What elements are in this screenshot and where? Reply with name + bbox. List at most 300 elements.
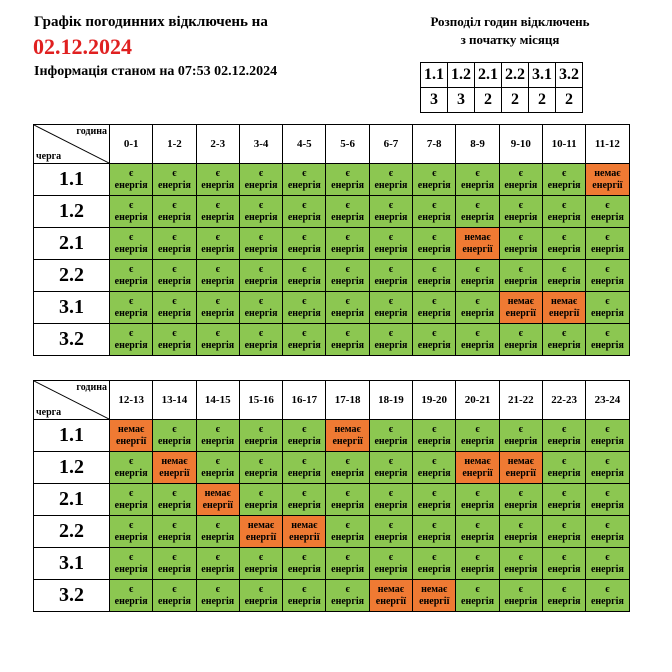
cell-status-line2: енергія (157, 243, 191, 255)
cell-status-line2: енергія (504, 243, 538, 255)
cell-status-line2: енергія (157, 435, 191, 447)
cell-status-line1: є (605, 327, 610, 339)
power-on-cell (456, 260, 499, 292)
cell-status-line2: енергія (331, 595, 365, 607)
cell-status-line2: енергія (331, 339, 365, 351)
cell-status-line2: енергія (590, 275, 624, 287)
queue-name: 1.2 (34, 452, 110, 484)
cell-status-line2: енергія (244, 307, 278, 319)
distribution-queue: 3.1 (529, 63, 556, 88)
cell-status-line1: є (561, 263, 567, 275)
power-off-cell (196, 484, 239, 516)
cell-status-line2: енергії (419, 595, 450, 607)
power-on-cell (413, 260, 456, 292)
cell-status-line2: енергія (201, 275, 235, 287)
cell-status-line2: енергія (417, 467, 451, 479)
power-on-cell (239, 228, 282, 260)
cell-status-line1: є (258, 551, 264, 563)
cell-status-line1: є (215, 295, 220, 307)
cell-status-line1: є (432, 327, 437, 339)
distribution-queue: 3.2 (556, 63, 583, 88)
distribution-table (420, 62, 583, 113)
cell-status-line2: енергія (287, 563, 321, 575)
cell-status-line2: енергія (287, 339, 321, 351)
hour-label: година (76, 382, 107, 393)
cell-status-line2: енергії (548, 307, 580, 319)
hour-header: 15-16 (239, 381, 282, 420)
power-on-cell (542, 164, 585, 196)
cell-status-line2: енергія (157, 179, 191, 191)
cell-status-line2: енергія (461, 179, 494, 191)
queue-label: черга (36, 407, 62, 418)
cell-status-line2: енергія (461, 307, 494, 319)
cell-status-line1: є (172, 519, 177, 531)
cell-status-line2: енергія (374, 243, 408, 255)
power-on-cell (196, 548, 239, 580)
queue-name: 2.1 (34, 228, 110, 260)
cell-status-line1: немає (464, 455, 491, 467)
cell-status-line1: є (561, 199, 567, 211)
cell-status-line1: є (258, 487, 264, 499)
cell-status-line2: енергія (331, 275, 365, 287)
power-on-cell (499, 324, 542, 356)
queue-row (34, 452, 630, 484)
power-on-cell (499, 516, 542, 548)
cell-status-line2: енергія (114, 339, 148, 351)
cell-status-line1: є (388, 167, 394, 179)
power-on-cell (542, 420, 585, 452)
power-on-cell (369, 516, 412, 548)
cell-status-line2: енергія (201, 243, 235, 255)
cell-status-line1: є (475, 167, 480, 179)
power-on-cell (110, 164, 153, 196)
cell-status-line2: енергія (331, 211, 365, 223)
cell-status-line1: немає (291, 519, 318, 531)
cell-status-line1: є (475, 199, 480, 211)
power-on-cell (326, 484, 369, 516)
cell-status-line1: є (561, 455, 567, 467)
queue-row (34, 196, 630, 228)
power-on-cell (542, 484, 585, 516)
cell-status-line1: немає (464, 231, 491, 243)
cell-status-line1: є (432, 487, 437, 499)
cell-status-line2: енергія (114, 243, 148, 255)
cell-status-line1: є (302, 583, 307, 595)
cell-status-line1: є (302, 231, 307, 243)
cell-status-line1: є (258, 423, 264, 435)
power-on-cell (153, 324, 196, 356)
hour-header: 5-6 (326, 125, 369, 164)
power-on-cell (153, 196, 196, 228)
queue-row (34, 292, 630, 324)
power-on-cell (586, 196, 629, 228)
hour-header: 12-13 (110, 381, 153, 420)
power-on-cell (110, 196, 153, 228)
cell-status-line1: є (388, 231, 394, 243)
cell-status-line2: енергії (462, 467, 493, 479)
cell-status-line1: є (215, 263, 220, 275)
cell-status-line1: є (128, 487, 134, 499)
cell-status-line2: енергія (461, 563, 494, 575)
power-on-cell (239, 164, 282, 196)
info-timestamp: Інформація станом на 07:53 02.12.2024 (34, 64, 278, 79)
cell-status-line1: є (345, 167, 350, 179)
power-on-cell (586, 516, 629, 548)
cell-status-line2: енергія (201, 211, 235, 223)
cell-status-line1: є (518, 199, 523, 211)
cell-status-line1: є (345, 263, 350, 275)
cell-status-line1: є (215, 455, 220, 467)
power-on-cell (499, 228, 542, 260)
cell-status-line2: енергія (590, 307, 624, 319)
power-on-cell (542, 324, 585, 356)
power-on-cell (586, 228, 629, 260)
cell-status-line2: енергія (157, 339, 191, 351)
power-on-cell (153, 260, 196, 292)
cell-status-line2: енергія (244, 563, 278, 575)
cell-status-line1: є (258, 199, 264, 211)
power-on-cell (499, 164, 542, 196)
cell-status-line2: енергія (244, 467, 278, 479)
cell-status-line1: є (605, 295, 610, 307)
power-on-cell (196, 292, 239, 324)
cell-status-line1: є (128, 583, 134, 595)
cell-status-line1: немає (377, 583, 405, 595)
distribution-hours: 3 (448, 88, 475, 113)
power-on-cell (542, 228, 585, 260)
queue-row (34, 260, 630, 292)
cell-status-line1: є (388, 199, 394, 211)
cell-status-line1: є (561, 487, 567, 499)
power-on-cell (153, 516, 196, 548)
power-on-cell (499, 196, 542, 228)
hour-header: 2-3 (196, 125, 239, 164)
cell-status-line2: енергія (157, 595, 191, 607)
cell-status-line1: немає (118, 423, 145, 435)
cell-status-line1: є (432, 295, 437, 307)
cell-status-line2: енергія (201, 179, 235, 191)
cell-status-line1: є (518, 167, 523, 179)
cell-status-line2: енергія (331, 307, 365, 319)
cell-status-line2: енергія (417, 563, 451, 575)
cell-status-line1: є (388, 487, 394, 499)
cell-status-line2: енергія (417, 179, 451, 191)
power-on-cell (369, 452, 412, 484)
power-off-cell (542, 292, 585, 324)
power-off-cell (369, 580, 412, 612)
schedule-title: Графік погодинних відключень на (34, 14, 268, 30)
cell-status-line1: є (345, 295, 350, 307)
power-on-cell (413, 420, 456, 452)
cell-status-line2: енергія (547, 275, 581, 287)
cell-status-line2: енергія (331, 179, 365, 191)
power-on-cell (283, 164, 326, 196)
hour-header: 7-8 (413, 125, 456, 164)
cell-status-line1: є (302, 295, 307, 307)
power-on-cell (196, 420, 239, 452)
cell-status-line1: є (215, 423, 220, 435)
hour-header: 14-15 (196, 381, 239, 420)
hour-header: 18-19 (369, 381, 412, 420)
cell-status-line1: немає (334, 423, 361, 435)
queue-name: 2.2 (34, 260, 110, 292)
cell-status-line1: є (172, 487, 177, 499)
power-on-cell (239, 292, 282, 324)
cell-status-line1: є (345, 519, 350, 531)
cell-status-line2: енергії (375, 595, 407, 607)
cell-status-line2: енергія (331, 467, 365, 479)
cell-status-line2: енергія (547, 339, 581, 351)
power-off-cell (413, 580, 456, 612)
cell-status-line1: є (302, 199, 307, 211)
cell-status-line1: є (388, 423, 394, 435)
cell-status-line2: енергія (157, 307, 191, 319)
queue-row (34, 164, 630, 196)
cell-status-line2: енергія (590, 467, 624, 479)
power-on-cell (369, 196, 412, 228)
power-on-cell (110, 580, 153, 612)
cell-status-line2: енергії (462, 243, 493, 255)
cell-status-line1: є (432, 519, 437, 531)
power-on-cell (153, 548, 196, 580)
hour-header: 8-9 (456, 125, 499, 164)
hour-header: 1-2 (153, 125, 196, 164)
cell-status-line1: є (302, 327, 307, 339)
cell-status-line2: енергії (505, 307, 536, 319)
cell-status-line2: енергія (504, 275, 538, 287)
power-on-cell (283, 228, 326, 260)
power-on-cell (456, 516, 499, 548)
cell-status-line2: енергія (504, 435, 538, 447)
cell-status-line2: енергії (592, 179, 623, 191)
cell-status-line1: немає (594, 167, 621, 179)
power-on-cell (326, 292, 369, 324)
queue-row (34, 580, 630, 612)
power-on-cell (110, 452, 153, 484)
cell-status-line2: енергія (287, 499, 321, 511)
power-on-cell (283, 324, 326, 356)
power-on-cell (456, 420, 499, 452)
cell-status-line1: є (518, 327, 523, 339)
power-on-cell (456, 580, 499, 612)
cell-status-line1: є (388, 295, 394, 307)
cell-status-line1: є (432, 551, 437, 563)
cell-status-line2: енергія (504, 595, 538, 607)
cell-status-line1: немає (507, 455, 534, 467)
hour-header: 13-14 (153, 381, 196, 420)
power-on-cell (456, 548, 499, 580)
cell-status-line2: енергії (202, 499, 233, 511)
cell-status-line2: енергія (157, 211, 191, 223)
cell-status-line2: енергія (287, 307, 321, 319)
distribution-title-line1: Розподіл годин відключень (430, 14, 590, 29)
cell-status-line2: енергія (114, 499, 148, 511)
power-on-cell (542, 548, 585, 580)
cell-status-line2: енергія (504, 339, 538, 351)
hour-header: 17-18 (326, 381, 369, 420)
power-on-cell (542, 452, 585, 484)
cell-status-line2: енергія (201, 595, 235, 607)
cell-status-line2: енергія (374, 499, 408, 511)
cell-status-line2: енергія (547, 435, 581, 447)
cell-status-line1: є (215, 199, 220, 211)
queue-row (34, 420, 630, 452)
cell-status-line1: є (302, 263, 307, 275)
cell-status-line1: є (345, 231, 350, 243)
power-on-cell (586, 324, 629, 356)
schedule-date: 02.12.2024 (33, 34, 132, 59)
cell-status-line2: енергія (417, 499, 451, 511)
cell-status-line1: є (258, 167, 264, 179)
cell-status-line1: немає (550, 295, 578, 307)
cell-status-line2: енергія (590, 499, 624, 511)
power-on-cell (586, 484, 629, 516)
cell-status-line1: є (605, 199, 610, 211)
cell-status-line2: енергія (331, 243, 365, 255)
power-on-cell (326, 260, 369, 292)
cell-status-line2: енергія (157, 275, 191, 287)
cell-status-line2: енергія (590, 211, 624, 223)
cell-status-line2: енергія (331, 563, 365, 575)
hour-header: 3-4 (239, 125, 282, 164)
cell-status-line2: енергії (159, 467, 190, 479)
cell-status-line1: є (172, 167, 177, 179)
distribution-queue: 2.1 (475, 63, 502, 88)
cell-status-line2: енергія (201, 307, 235, 319)
cell-status-line1: є (258, 583, 264, 595)
cell-status-line1: є (172, 263, 177, 275)
cell-status-line2: енергія (504, 179, 538, 191)
cell-status-line2: енергія (114, 467, 148, 479)
queue-row (34, 228, 630, 260)
power-off-cell (456, 452, 499, 484)
cell-status-line1: є (172, 231, 177, 243)
power-on-cell (196, 516, 239, 548)
power-on-cell (542, 196, 585, 228)
power-on-cell (542, 260, 585, 292)
hour-header-row (34, 381, 630, 420)
hour-header: 23-24 (586, 381, 629, 420)
distribution-queue-row (421, 63, 583, 88)
cell-status-line1: є (432, 423, 437, 435)
cell-status-line1: є (302, 487, 307, 499)
cell-status-line2: енергія (114, 307, 148, 319)
cell-status-line2: енергія (331, 531, 365, 543)
cell-status-line1: є (518, 551, 523, 563)
cell-status-line2: енергії (505, 467, 536, 479)
cell-status-line1: є (518, 519, 523, 531)
cell-status-line2: енергії (245, 531, 277, 543)
cell-status-line2: енергія (374, 563, 408, 575)
cell-status-line1: є (258, 263, 264, 275)
power-on-cell (239, 324, 282, 356)
power-on-cell (283, 452, 326, 484)
distribution-title (410, 13, 610, 49)
power-on-cell (326, 196, 369, 228)
cell-status-line1: є (518, 263, 523, 275)
power-on-cell (499, 420, 542, 452)
cell-status-line1: є (215, 519, 220, 531)
power-on-cell (413, 196, 456, 228)
power-on-cell (369, 484, 412, 516)
power-on-cell (369, 260, 412, 292)
cell-status-line1: немає (421, 583, 448, 595)
power-on-cell (283, 292, 326, 324)
power-on-cell (413, 548, 456, 580)
power-on-cell (326, 228, 369, 260)
cell-status-line2: енергія (590, 531, 624, 543)
cell-status-line2: енергія (504, 499, 538, 511)
cell-status-line2: енергія (114, 179, 148, 191)
cell-status-line1: є (128, 519, 134, 531)
cell-status-line1: є (128, 167, 134, 179)
power-on-cell (196, 324, 239, 356)
cell-status-line1: є (172, 551, 177, 563)
power-on-cell (110, 228, 153, 260)
power-on-cell (239, 420, 282, 452)
power-on-cell (586, 292, 629, 324)
queue-label: черга (36, 151, 62, 162)
cell-status-line2: енергія (461, 211, 494, 223)
power-on-cell (283, 580, 326, 612)
cell-status-line1: є (388, 455, 394, 467)
power-on-cell (369, 164, 412, 196)
cell-status-line1: є (345, 551, 350, 563)
schedule-table-afternoon (33, 380, 630, 612)
cell-status-line1: є (302, 551, 307, 563)
power-on-cell (456, 164, 499, 196)
cell-status-line2: енергії (115, 435, 147, 447)
cell-status-line1: є (432, 167, 437, 179)
power-on-cell (196, 260, 239, 292)
hour-header: 4-5 (283, 125, 326, 164)
power-on-cell (153, 484, 196, 516)
cell-status-line1: є (605, 519, 610, 531)
cell-status-line1: є (432, 199, 437, 211)
cell-status-line2: енергія (504, 211, 538, 223)
power-on-cell (456, 196, 499, 228)
queue-name: 3.2 (34, 580, 110, 612)
queue-row (34, 484, 630, 516)
power-on-cell (153, 292, 196, 324)
power-on-cell (196, 452, 239, 484)
cell-status-line1: є (475, 583, 480, 595)
cell-status-line2: енергія (287, 211, 321, 223)
distribution-title-line2: з початку місяця (460, 32, 560, 47)
schedule-table-morning (33, 124, 630, 356)
cell-status-line1: є (561, 551, 567, 563)
cell-status-line1: є (561, 327, 567, 339)
cell-status-line2: енергія (590, 339, 624, 351)
hour-header: 10-11 (542, 125, 585, 164)
cell-status-line1: є (345, 199, 350, 211)
cell-status-line1: є (215, 583, 220, 595)
cell-status-line2: енергія (374, 275, 408, 287)
cell-status-line1: є (258, 327, 264, 339)
cell-status-line1: є (475, 423, 480, 435)
cell-status-line2: енергія (114, 211, 148, 223)
cell-status-line2: енергія (287, 467, 321, 479)
power-on-cell (369, 292, 412, 324)
hour-header: 11-12 (586, 125, 629, 164)
cell-status-line1: є (172, 327, 177, 339)
hour-header: 16-17 (283, 381, 326, 420)
cell-status-line2: енергія (417, 243, 451, 255)
cell-status-line2: енергія (547, 595, 581, 607)
cell-status-line1: є (388, 519, 394, 531)
queue-row (34, 324, 630, 356)
cell-status-line2: енергія (461, 435, 494, 447)
